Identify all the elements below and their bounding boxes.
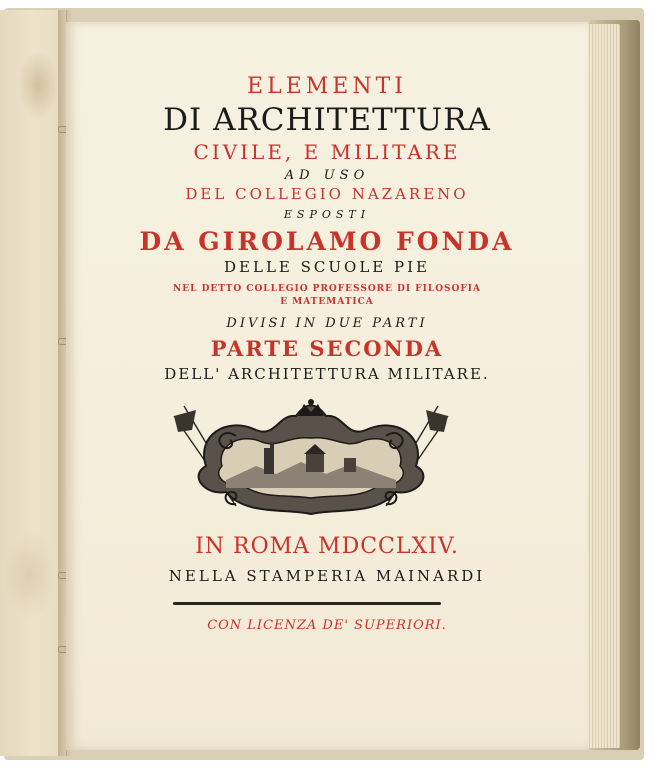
author-name: DA GIROLAMO FONDA bbox=[139, 227, 515, 256]
parts-note: DIVISI IN DUE PARTI bbox=[226, 316, 428, 331]
title-line-ad-uso: AD USO bbox=[284, 168, 370, 183]
foxing-stain bbox=[4, 530, 56, 620]
title-line-architettura: DI ARCHITETTURA bbox=[163, 102, 491, 138]
author-position: NEL DETTO COLLEGIO PROFESSORE DI FILOSOFIA bbox=[173, 284, 481, 294]
title-line-civile-militare: CIVILE, E MILITARE bbox=[193, 140, 461, 164]
license-line: CON LICENZA DE' SUPERIORI. bbox=[207, 618, 447, 633]
facing-leaf bbox=[0, 10, 67, 756]
page-edges bbox=[584, 24, 620, 748]
title-line-esposti: ESPOSTI bbox=[283, 208, 371, 221]
imprint-printer: NELLA STAMPERIA MAINARDI bbox=[168, 567, 486, 585]
title-line-collegio: DEL COLLEGIO NAZARENO bbox=[185, 185, 469, 203]
title-line-elementi: ELEMENTI bbox=[247, 74, 407, 99]
part-subtitle: DELL' ARCHITETTURA MILITARE. bbox=[164, 365, 490, 383]
divider-rule bbox=[173, 602, 441, 605]
foxing-stain bbox=[18, 50, 58, 120]
author-order: DELLE SCUOLE PIE bbox=[224, 258, 430, 276]
imprint-place: IN ROMA MDCCLXIV. bbox=[195, 534, 459, 559]
woodcut-vignette-icon bbox=[166, 396, 456, 522]
title-page bbox=[66, 22, 588, 750]
part-title: PARTE SECONDA bbox=[210, 336, 444, 361]
author-position-cont: E MATEMATICA bbox=[280, 297, 374, 307]
